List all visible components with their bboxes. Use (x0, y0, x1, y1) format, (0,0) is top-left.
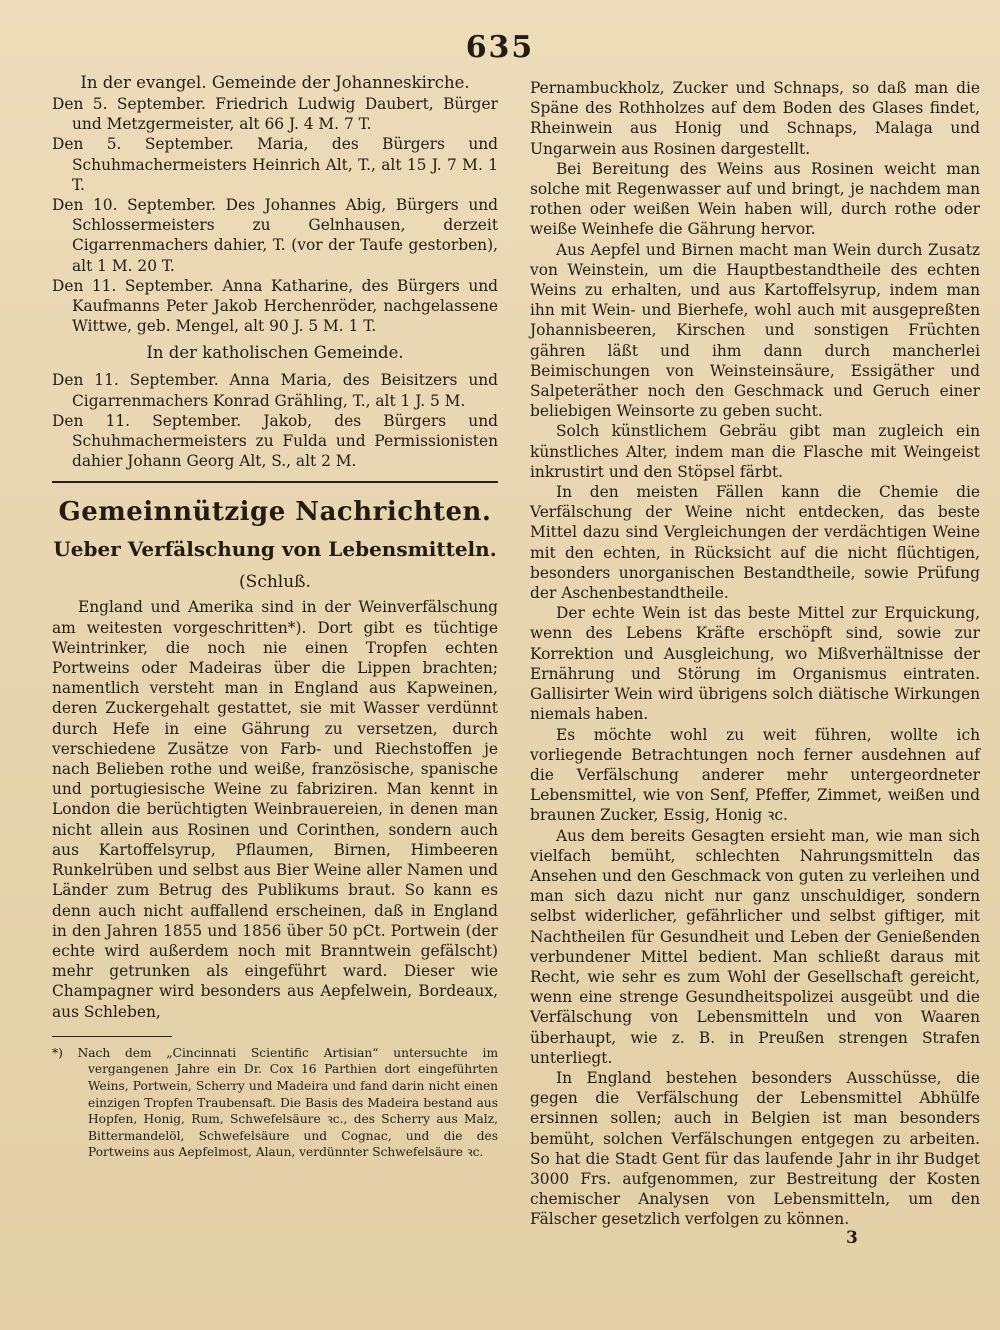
death-notice-entry: Den 11. September. Anna Maria, des Beisitzers und Cigarrenmachers Konrad Grähling, T., alt 1 J. 5 M. (52, 371, 498, 410)
section-divider (52, 481, 498, 483)
article-paragraph: In England bestehen besonders Ausschüsse, die gegen die Verfälschung der Lebensmittel Abhülfe ersinnen sollen; auch in Belgien ist man besonders bemüht, solchen Verfälschungen entgegen zu arbeiten. So hat die Stadt Gent für das laufende Jahr in ihr Budget 3000 Frs. aufgenommen, zur Bestreitung der Kosten chemischer Analysen von Lebensmitteln, um den Fälscher gesetzlich verfolgen zu können. (530, 1068, 980, 1229)
footnote-divider (52, 1036, 172, 1037)
death-notice-entry: Den 5. September. Friedrich Ludwig Daubert, Bürger und Metzgermeister, alt 66 J. 4 M. 7 T. (52, 95, 498, 134)
left-column (52, 72, 498, 1161)
catholic-congregation-heading: In der katholischen Gemeinde. (146, 343, 404, 363)
article-paragraph: Es möchte wohl zu weit führen, wollte ich vorliegende Betrachtungen noch ferner ausdehnen auf die Verfälschung anderer mehr untergeordneter Lebensmittel, wie von Senf, Pfeffer, Zimmet, weißen und braunen Zucker, Essig, Honig ꝛc. (530, 725, 980, 825)
signature-mark: 3 (846, 1228, 858, 1248)
death-notice-entry: Den 11. September. Jakob, des Bürgers und Schuhmachermeisters zu Fulda und Permissionisten dahier Johann Georg Alt, S., alt 2 M. (52, 411, 498, 471)
article-title: Ueber Verfälschung von Lebensmitteln. (53, 537, 497, 562)
death-notice-entry: Den 5. September. Maria, des Bürgers und Schuhmachermeisters Heinrich Alt, T., alt 15 J. 7 M. 1 T. (52, 135, 498, 194)
article-paragraph: Aus dem bereits Gesagten ersieht man, wie man sich vielfach bemüht, schlechten Nahrungsmitteln das Ansehen und den Geschmack von guten zu verleihen und man sich dazu nicht nur ganz unschuldiger, sondern selbst widerlicher, gefährlicher und selbst giftiger, mit Nachtheilen für Gesundheit und Leben der Genießenden verbundener Mittel bedient. Man schließt daraus mit Recht, wie sehr es zum Wohl der Gesellschaft gereicht, wenn eine strenge Gesundheitspolizei ausgeübt und die Verfälschung von Lebensmitteln und von Waaren überhaupt, wie z. B. in Preußen strengen Strafen unterliegt. (530, 826, 980, 1067)
section-headline: Gemeinnützige Nachrichten. (58, 497, 492, 528)
footnote: *) Nach dem „Cincinnati Scientific Artisian“ untersuchte im vergangenen Jahre ein Dr. Cox 16 Parthien dort eingeführten Weins, Portwein, Scherry und Madeira und fand darin nicht einen einzigen Tropfen Traubensaft. Die Basis des Madeira bestand aus Hopfen, Honig, Rum, Schwefelsäure ꝛc., des Scherry aus Malz, Bittermandelöl, Schwefelsäure und Cognac, und die des Portweins aus Aepfelmost, Alaun, verdünnter Schwefelsäure ꝛc. (52, 1045, 498, 1160)
article-paragraph: Bei Bereitung des Weins aus Rosinen weicht man solche mit Regenwasser auf und bringt, je nachdem man rothen oder weißen Wein haben will, durch rothe oder weiße Weinhefe die Gährung hervor. (530, 159, 980, 239)
article-paragraph: In den meisten Fällen kann die Chemie die Verfälschung der Weine nicht entdecken, das beste Mittel dazu sind Vergleichungen der verdächtigen Weine mit den echten, in Rücksicht auf die nicht flüchtigen, besonders unorganischen Bestandtheile, sowie Prüfung der Aschenbestandtheile. (530, 483, 980, 603)
evangelical-congregation-heading: In der evangel. Gemeinde der Johanneskirche. (80, 73, 470, 92)
article-paragraph: Aus Aepfel und Birnen macht man Wein durch Zusatz von Weinstein, um die Hauptbestandtheile des echten Weins zu erhalten, und aus Kartoffelsyrup, indem man ihn mit Wein- und Bierhefe, wohl auch mit ausgepreßten Johannisbeeren, Kirschen und sonstigen Früchten gähren läßt und ihm dann durch mancherlei Beimischungen von Weinsteinsäure, Essigäther und Salpeteräther noch den Geschmack und Geruch einer beliebigen Weinsorte zu geben sucht. (530, 240, 980, 421)
article-paragraph: Pernambuckholz, Zucker und Schnaps, so daß man die Späne des Rothholzes auf dem Boden des Glases findet, Rheinwein aus Honig und Schnaps, Malaga und Ungarwein aus Rosinen dargestellt. (530, 79, 980, 158)
article-conclusion-label: (Schluß. (239, 572, 311, 593)
death-notice-entry: Den 10. September. Des Johannes Abig, Bürgers und Schlossermeisters zu Gelnhausen, derzeit Cigarrenmachers dahier, T. (vor der Taufe gestorben), alt 1 M. 20 T. (52, 196, 498, 275)
page-number: 635 (465, 30, 535, 65)
right-column (530, 78, 980, 1230)
article-paragraph: Der echte Wein ist das beste Mittel zur Erquickung, wenn des Lebens Kräfte erschöpft sind, sowie zur Korrektion und Ausgleichung, wo Mißverhältnisse der Ernährung und Störung im Organismus eintraten. Gallisirter Wein wird übrigens solch diätische Wirkungen niemals haben. (530, 604, 980, 724)
article-paragraph: England und Amerika sind in der Weinverfälschung am weitesten vorgeschritten*). Dort gibt es tüchtige Weintrinker, die noch nie einen Tropfen echten Portweins oder Madeiras über die Lippen brachten; namentlich versteht man in England aus Kapweinen, deren Zuckergehalt gestattet, sie mit Wasser verdünnt durch Hefe in eine Gährung zu versetzen, durch verschiedene Zusätze von Farb- und Riechstoffen je nach Belieben rothe und weiße, französische, spanische und portugiesische Weine zu fabriziren. Man kennt in London die berüchtigten Weinbrauereien, in denen man nicht allein aus Rosinen und Corinthen, sondern auch aus Kartoffelsyrup, Pflaumen, Birnen, Himbeeren Runkelrüben und selbst aus Bier Weine aller Namen und Länder zum Betrug des Publikums braut. So kann es denn auch nicht auffallend erscheinen, daß in England in den Jahren 1855 und 1856 über 50 pCt. Portwein (der echte wird außerdem noch mit Branntwein gefälscht) mehr getrunken als eingeführt ward. Dieser wie Champagner wird besonders aus Aepfelwein, Bordeaux, aus Schleben, (52, 598, 498, 1021)
article-paragraph: Solch künstlichem Gebräu gibt man zugleich ein künstliches Alter, indem man die Flasche mit Weingeist inkrustirt und den Stöpsel färbt. (530, 422, 980, 481)
death-notice-entry: Den 11. September. Anna Katharine, des Bürgers und Kaufmanns Peter Jakob Herchenröder, nachgelassene Wittwe, geb. Mengel, alt 90 J. 5 M. 1 T. (52, 276, 498, 336)
